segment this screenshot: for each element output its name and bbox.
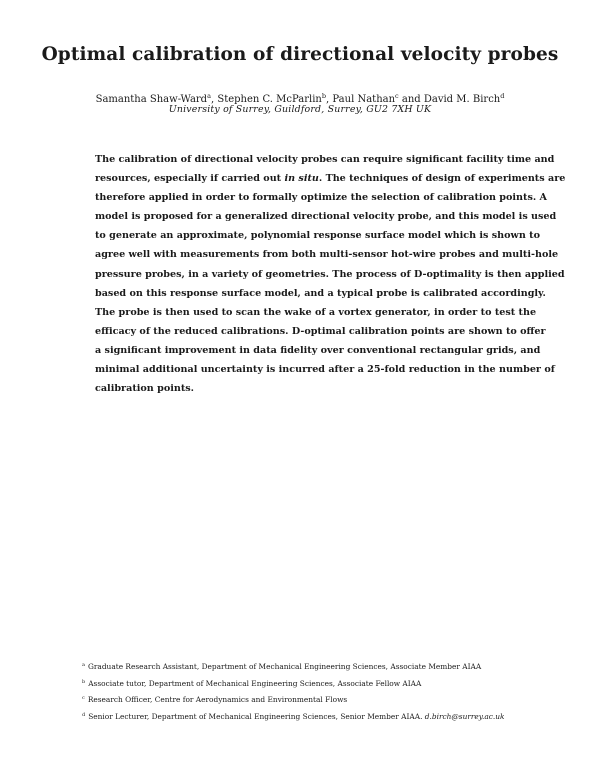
footnote	[82, 675, 512, 692]
abstract-line: to generate an approximate, polynomial response surface model which is shown to	[95, 230, 540, 242]
author-separator: ,	[326, 94, 333, 105]
paper-title: Optimal calibration of directional velocity probes	[41, 44, 559, 65]
author-mark: a	[207, 92, 211, 100]
abstract-line: minimal additional uncertainty is incurred after a 25-fold reduction in the number of	[95, 364, 555, 376]
email-link[interactable]: d.birch@surrey.ac.uk	[424, 711, 505, 721]
abstract-text: . The techniques of design of experiments are	[318, 173, 566, 185]
footnote-mark: d	[82, 711, 86, 718]
abstract-line: model is proposed for a generalized directional velocity probe, and this model is used	[95, 211, 557, 223]
abstract-line: a significant improvement in data fidelity over conventional rectangular grids, and	[95, 344, 541, 356]
abstract-line: agree well with measurements from both multi-sensor hot-wire probes and multi-hole	[95, 249, 559, 261]
abstract-line: efficacy of the reduced calibrations. D-optimal calibration points are shown to offer	[95, 325, 546, 337]
abstract-line: calibration points.	[95, 383, 195, 395]
author-name: Samantha Shaw-Ward	[95, 94, 208, 105]
author-name: David M. Birch	[423, 94, 501, 105]
abstract-emphasis: in situ	[284, 173, 319, 185]
abstract-line	[95, 169, 566, 188]
footnotes	[82, 658, 512, 724]
footnote-text: Research Officer, Centre for Aerodynamics and Environmental Flows	[87, 695, 348, 705]
footnote-mark: a	[82, 662, 85, 668]
abstract-line: The calibration of directional velocity probes can require significant facility time and	[95, 154, 555, 165]
author-mark: b	[321, 92, 327, 100]
author-separator: and	[398, 94, 424, 105]
footnote-mark: c	[82, 695, 85, 702]
footnote	[82, 708, 512, 725]
author-name: Paul Nathan	[332, 94, 396, 105]
footnote-text: Senior Lecturer, Department of Mechanical Engineering Sciences, Senior Member AIAA.	[88, 711, 425, 721]
abstract-line: based on this response surface model, and a typical probe is calibrated accordingly.	[95, 287, 546, 299]
author-mark: c	[395, 92, 399, 100]
author-mark: d	[500, 92, 505, 100]
abstract-text: resources, especially if carried out	[95, 173, 285, 185]
abstract-line: The probe is then used to scan the wake of a vortex generator, in order to test the	[95, 306, 537, 318]
author-separator: ,	[210, 94, 218, 105]
footnote	[82, 691, 512, 708]
footnote-text: Graduate Research Assistant, Department of Mechanical Engineering Sciences, Associate Member AIAA	[87, 662, 482, 671]
author-name: Stephen C. McParlin	[217, 94, 322, 105]
abstract-line: pressure probes, in a variety of geometries. The process of D-optimality is then applied	[95, 268, 565, 280]
footnote	[82, 658, 512, 675]
affiliation: University of Surrey, Guildford, Surrey, GU2 7XH UK	[168, 104, 432, 115]
footnote-text: Associate tutor, Department of Mechanical Engineering Sciences, Associate Fellow AIAA	[88, 678, 422, 688]
abstract	[95, 150, 566, 398]
footnote-mark: b	[82, 678, 86, 685]
abstract-line: therefore applied in order to formally optimize the selection of calibration points. A	[95, 192, 547, 204]
